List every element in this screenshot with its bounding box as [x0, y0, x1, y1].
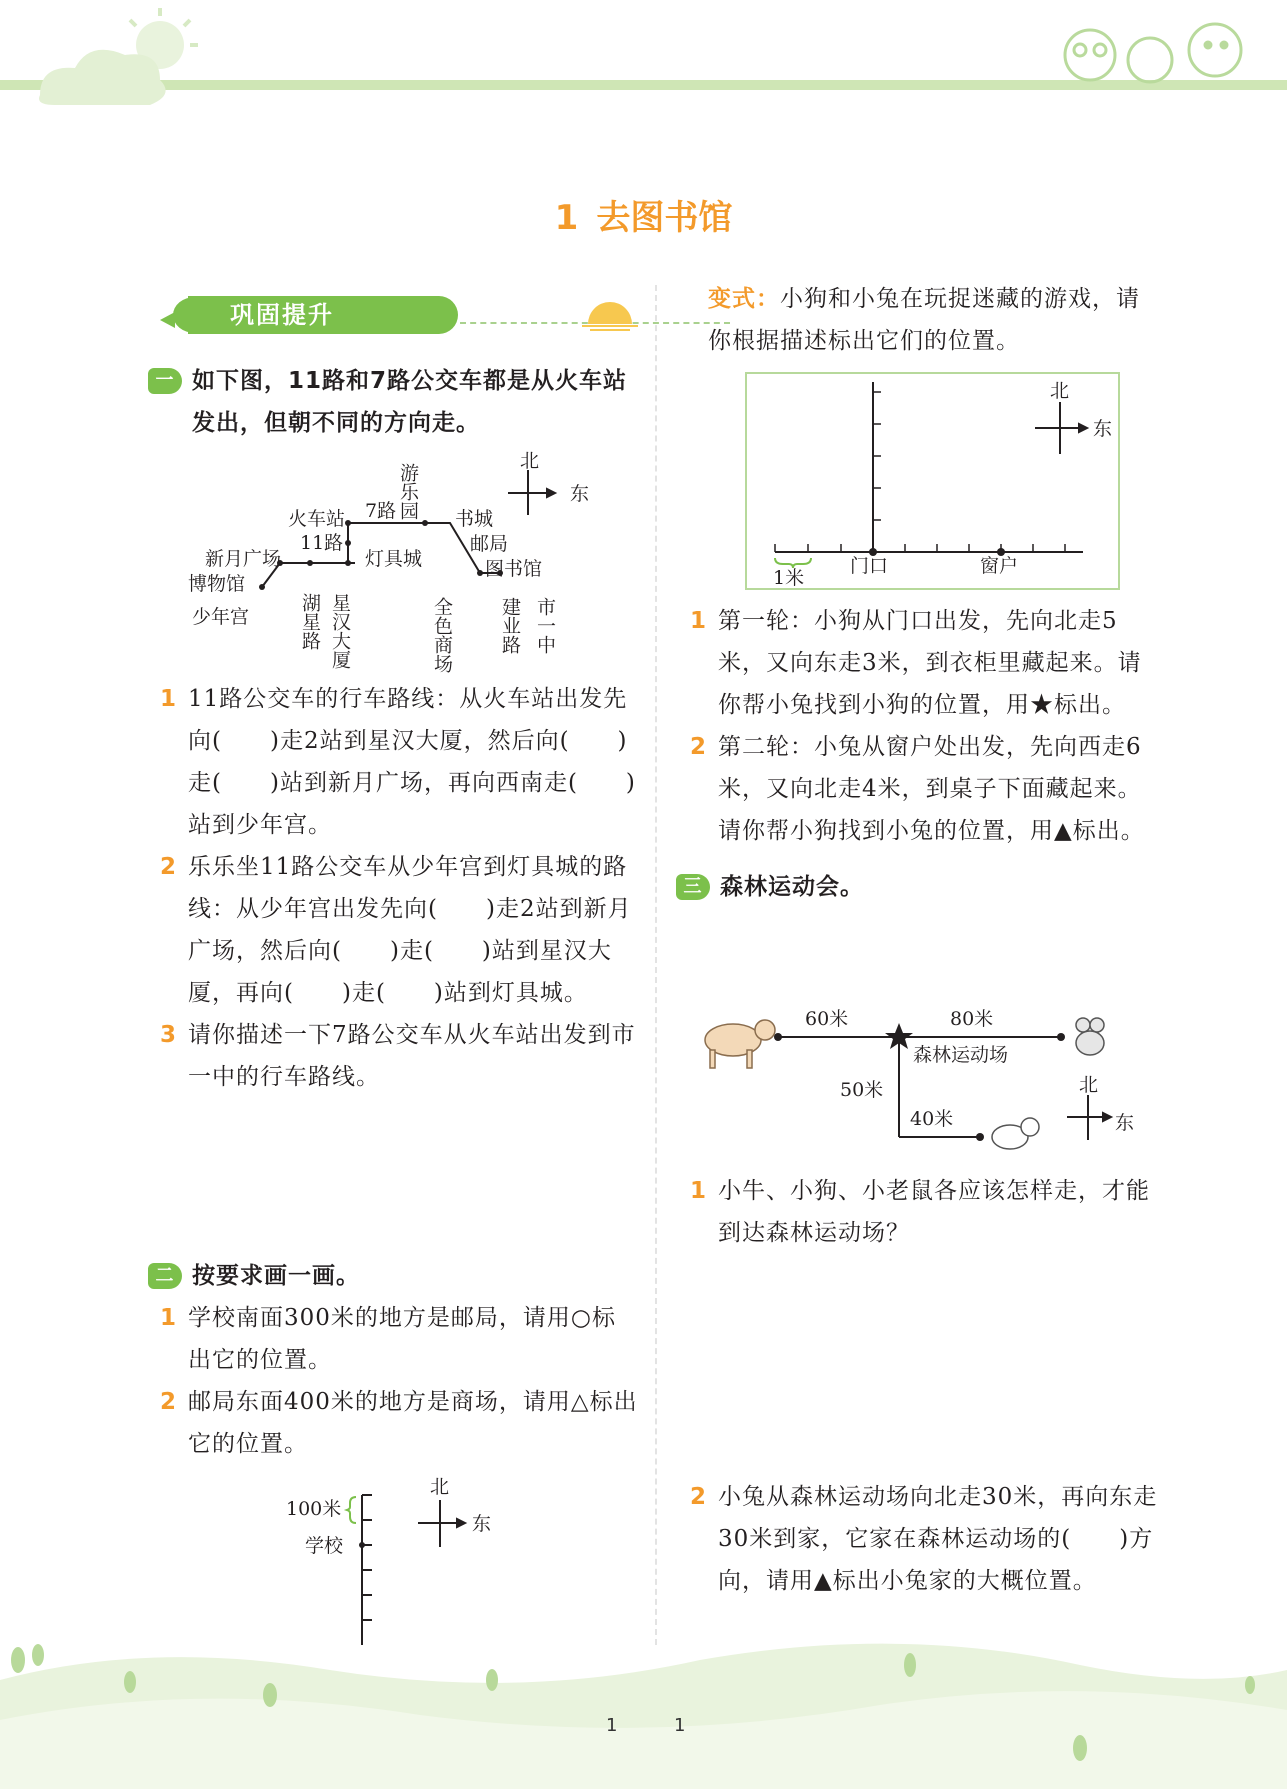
- map-stop-youju: 邮局: [470, 533, 509, 555]
- variant-items: [690, 600, 1165, 852]
- cow-icon: [705, 1020, 775, 1068]
- q2-badge: 二: [148, 1263, 182, 1289]
- column-divider: [655, 285, 657, 1645]
- title-number: 1: [554, 198, 579, 238]
- question-1: [148, 360, 638, 444]
- school-label: 学校: [305, 1535, 344, 1557]
- q3-intro: 森林运动会。: [720, 874, 864, 900]
- grid-east-label: 东: [1093, 418, 1113, 440]
- q3-item-1: 1 小牛、小狗、小老鼠各应该怎样走，才能到达森林运动场？: [690, 1178, 1150, 1246]
- page-number-left: 1: [606, 1715, 618, 1736]
- q2-intro: 按要求画一画。: [192, 1263, 360, 1289]
- q2-item-2: 2 邮局东面400米的地方是商场，请用△标出它的位置。: [160, 1389, 638, 1457]
- q3-badge: 三: [676, 874, 710, 900]
- q1-badge: 一: [148, 368, 182, 394]
- map-stop-shucheng: 书城: [455, 508, 494, 530]
- map-stop-xinyue: 新月广场: [205, 548, 282, 570]
- cloud-icon: [39, 50, 166, 105]
- q3-item-2: 2 小兔从森林运动场向北走30米，再向东走30米到家，它家在森林运动场的( )方向，请用▲标出小兔家的大概位置。: [690, 1484, 1158, 1594]
- q1-item-1: 1 11路公交车的行车路线：从火车站出发先向( )走2站到星汉大厦，然后向( )走( )站到新月广场，再向西南走( )站到少年宫。: [160, 686, 636, 838]
- map-stop-youleyuan: 游乐园: [397, 463, 419, 520]
- map-stop-shiyizhong: 市一中: [534, 597, 556, 654]
- variant-text: 小狗和小兔在玩捉迷藏的游戏，请你根据描述标出它们的位置。: [708, 286, 1140, 354]
- forest-north-label: 北: [1079, 1074, 1099, 1096]
- dog-icon: [992, 1118, 1039, 1149]
- page-title: [0, 190, 1287, 239]
- mouse-icon: [1076, 1018, 1104, 1055]
- map-stop-bowuguan: 博物馆: [188, 573, 246, 595]
- map-east-label: 东: [570, 483, 590, 505]
- q1-item-2: 2 乐乐坐11路公交车从少年宫到灯具城的路线：从少年宫出发先向( )走2站到新月广场，然后向( )走( )站到星汉大厦，再向( )走( )站到灯具城。: [160, 854, 632, 1006]
- school-east-label: 东: [472, 1513, 492, 1535]
- forest-diagram: [695, 995, 1140, 1170]
- q3-item-1-wrap: [690, 1170, 1165, 1254]
- forest-place-label: 森林运动场: [913, 1044, 1009, 1066]
- page-number-right: 1: [674, 1715, 686, 1736]
- map-stop-huxinglu: 湖星路: [299, 593, 321, 650]
- grid-door-label: 门口: [850, 555, 889, 577]
- q1-intro: 如下图，11路和7路公交车都是从火车站发出，但朝不同的方向走。: [192, 368, 628, 436]
- map-stop-tushuguan: 图书馆: [485, 558, 543, 580]
- question-3: [676, 866, 1166, 908]
- q3-item-2-wrap: [690, 1476, 1165, 1602]
- dist-80-label: 80米: [950, 1008, 994, 1030]
- header-decoration: [0, 0, 1287, 110]
- school-north-label: 北: [430, 1476, 450, 1498]
- forest-east-label: 东: [1115, 1112, 1135, 1134]
- school-scale-label: 100米: [286, 1498, 342, 1520]
- variant-item-1: 1 第一轮：小狗从门口出发，先向北走5米，又向东走3米，到衣柜里藏起来。请你帮小兔找到小狗的位置，用★标出。: [690, 608, 1142, 718]
- title-text: 去图书馆: [596, 198, 733, 238]
- grid-window-label: 窗户: [980, 555, 1019, 577]
- section-banner: [150, 290, 630, 340]
- q2-item-1: 1 学校南面300米的地方是邮局，请用○标出它的位置。: [160, 1305, 616, 1373]
- dist-50-label: 50米: [840, 1079, 884, 1101]
- variant-item-2: 2 第二轮：小兔从窗户处出发，先向西走6米，又向北走4米，到桌子下面藏起来。请你帮小狗找到小兔的位置，用▲标出。: [690, 734, 1145, 844]
- animal-faces-icon: [1065, 24, 1241, 82]
- map-stop-dengjucheng: 灯具城: [365, 548, 423, 570]
- q2-items: [160, 1297, 638, 1465]
- map-north-label: 北: [520, 450, 540, 472]
- grid-north-label: 北: [1050, 380, 1070, 402]
- variant-label: 变式：: [708, 286, 780, 312]
- footer-hills: [0, 1620, 1287, 1789]
- q1-items: [160, 678, 638, 1098]
- hide-seek-grid: [745, 372, 1120, 590]
- sunset-icon: [580, 292, 640, 332]
- bus-route-map: [180, 445, 600, 675]
- map-stop-xinghan: 星汉大厦: [329, 593, 351, 669]
- section-label: 巩固提升: [230, 301, 334, 329]
- map-route-7: 7路: [365, 500, 397, 522]
- q1-item-3: 3 请你描述一下7路公交车从火车站出发到市一中的行车路线。: [160, 1022, 636, 1090]
- dist-40-label: 40米: [910, 1108, 954, 1130]
- dist-60-label: 60米: [805, 1008, 849, 1030]
- map-stop-huochezhan: 火车站: [288, 508, 346, 530]
- question-2: [148, 1255, 638, 1297]
- map-stop-shaoniangong: 少年宫: [192, 606, 250, 628]
- header-banner: [0, 0, 1287, 110]
- map-route-11: 11路: [300, 532, 344, 554]
- map-stop-jianyelu: 建业路: [499, 597, 521, 654]
- map-stop-quanse: 全色商场: [431, 597, 453, 673]
- variant: [708, 278, 1163, 362]
- grid-scale-label: 1米: [773, 567, 805, 589]
